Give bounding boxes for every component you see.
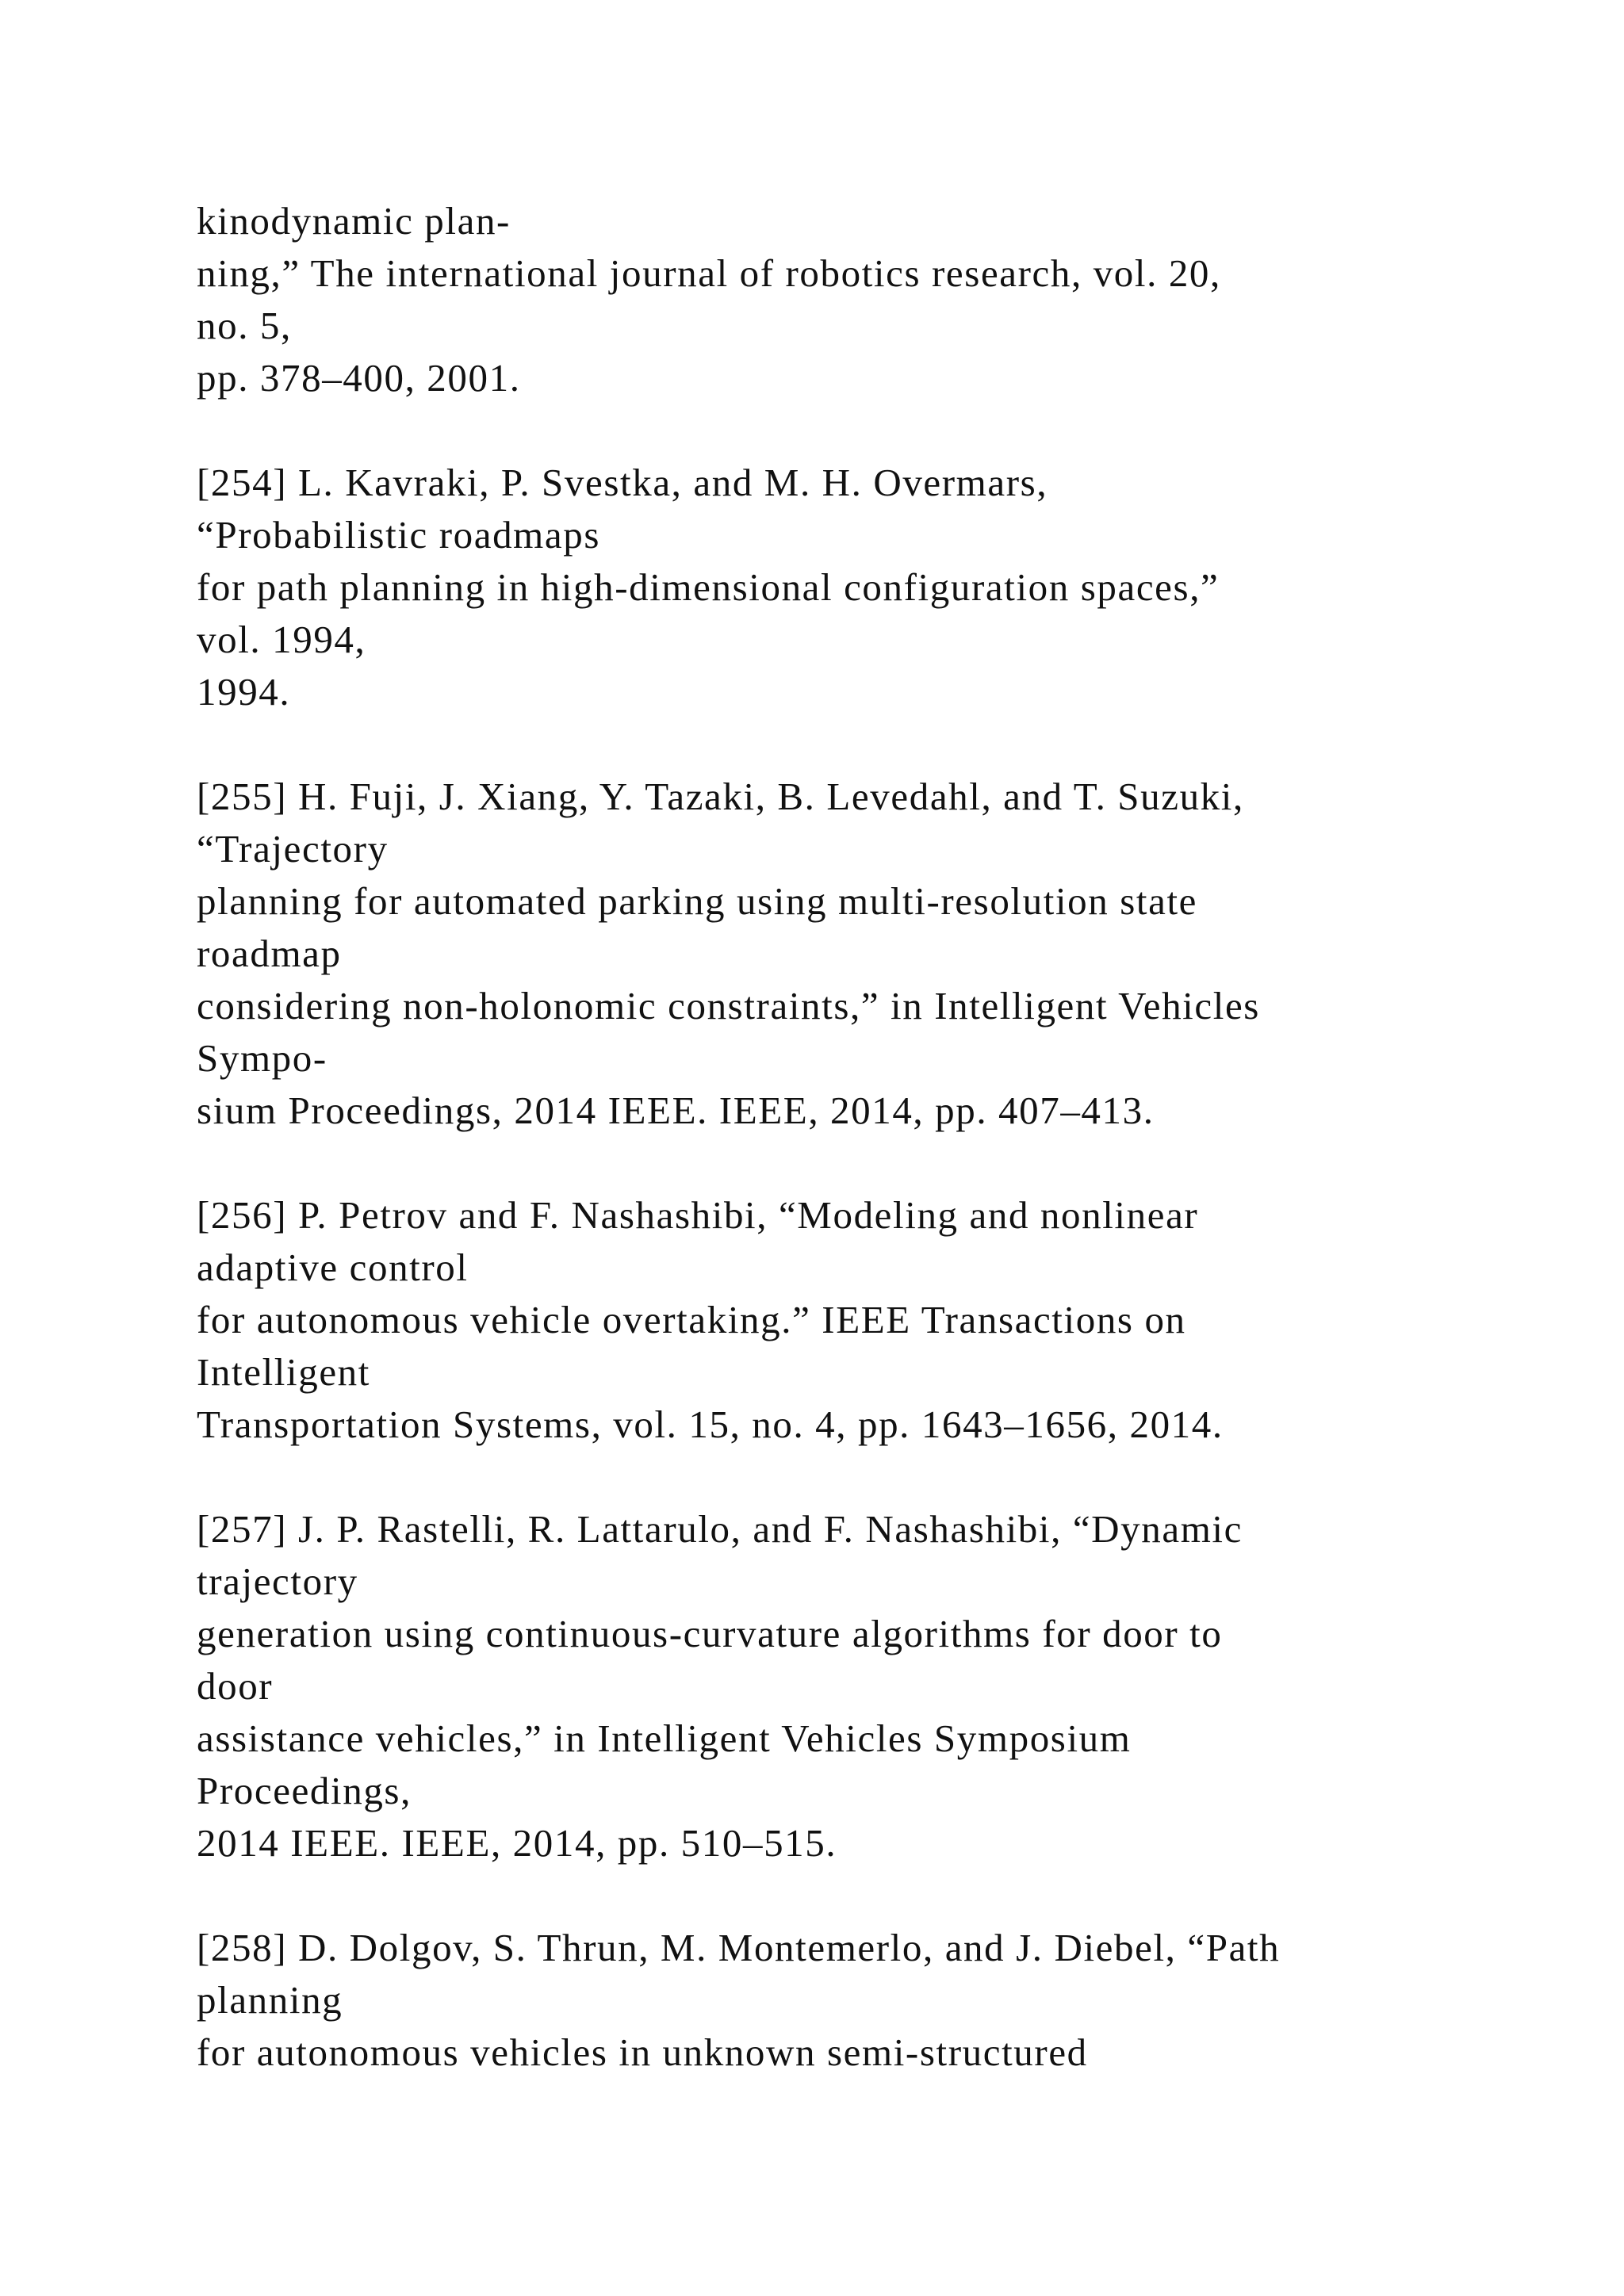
reference-line: door: [197, 1664, 274, 1708]
reference-line: no. 5,: [197, 304, 292, 347]
reference-line: [257] J. P. Rastelli, R. Lattarulo, and F. Nashashibi, “Dynamic: [197, 1507, 1243, 1551]
reference-line: 2014 IEEE. IEEE, 2014, pp. 510–515.: [197, 1821, 837, 1865]
reference-line: considering non-holonomic constraints,” in Intelligent Vehicles: [197, 984, 1260, 1027]
reference-line: planning: [197, 1978, 343, 2022]
document-page: [197, 195, 1561, 2079]
reference-line: for autonomous vehicle overtaking.” IEEE Transactions on: [197, 1298, 1186, 1341]
reference-line: assistance vehicles,” in Intelligent Vehicles Symposium: [197, 1716, 1132, 1760]
reference-line: Intelligent: [197, 1350, 370, 1394]
reference-line: 1994.: [197, 670, 291, 714]
reference-line: Proceedings,: [197, 1769, 412, 1812]
reference-line: [254] L. Kavraki, P. Svestka, and M. H. Overmars,: [197, 461, 1048, 504]
reference-entry-254: [197, 457, 1561, 718]
reference-line: [256] P. Petrov and F. Nashashibi, “Modeling and nonlinear: [197, 1193, 1199, 1237]
reference-line: adaptive control: [197, 1246, 469, 1289]
reference-line: [255] H. Fuji, J. Xiang, Y. Tazaki, B. Levedahl, and T. Suzuki,: [197, 775, 1244, 818]
reference-entry-258: [197, 1922, 1561, 2079]
reference-line: kinodynamic plan-: [197, 199, 511, 243]
reference-line: ning,” The international journal of robotics research, vol. 20,: [197, 251, 1221, 295]
reference-line: pp. 378–400, 2001.: [197, 356, 521, 400]
reference-line: vol. 1994,: [197, 618, 366, 661]
reference-line: [258] D. Dolgov, S. Thrun, M. Montemerlo, and J. Diebel, “Path: [197, 1926, 1281, 1969]
reference-line: for autonomous vehicles in unknown semi-structured: [197, 2030, 1088, 2074]
reference-entry-continued: [197, 195, 1561, 404]
reference-line: planning for automated parking using multi-resolution state: [197, 879, 1198, 923]
reference-entry-257: [197, 1503, 1561, 1869]
reference-line: Sympo-: [197, 1036, 327, 1080]
reference-line: “Trajectory: [197, 827, 389, 871]
reference-line: “Probabilistic roadmaps: [197, 513, 600, 557]
reference-line: Transportation Systems, vol. 15, no. 4, pp. 1643–1656, 2014.: [197, 1402, 1224, 1446]
reference-entry-255: [197, 771, 1561, 1137]
reference-line: generation using continuous-curvature algorithms for door to: [197, 1612, 1223, 1655]
reference-entry-256: [197, 1189, 1561, 1451]
reference-line: for path planning in high-dimensional configuration spaces,”: [197, 565, 1220, 609]
reference-line: trajectory: [197, 1559, 358, 1603]
reference-line: sium Proceedings, 2014 IEEE. IEEE, 2014, pp. 407–413.: [197, 1089, 1155, 1132]
reference-line: roadmap: [197, 932, 342, 975]
